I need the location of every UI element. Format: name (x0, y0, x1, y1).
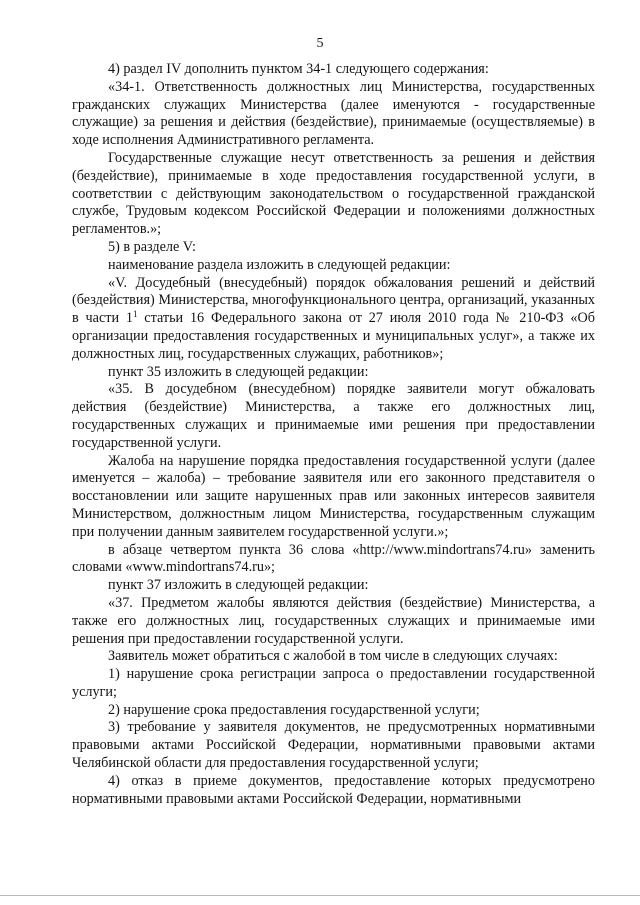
paragraph-section-v-title (72, 275, 595, 364)
list-item-2: 2) нарушение срока предоставления государственной услуги; (108, 701, 480, 718)
list-item-4: 4) отказ в приеме документов, предоставление которых предусмотрено нормативными правовыми актами Российской Федерации, нормативными (72, 772, 595, 807)
section-v-title-part-1: «V. Досудебный (внесудебный) порядок обжалования решений и действий (бездействия) Министерства, многофункционального центра, организаций, указанных в части 1 (72, 274, 595, 327)
paragraph-clause-35-intro: пункт 35 изложить в следующей редакции: (108, 363, 369, 380)
paragraph-clause-37: «37. Предметом жалобы являются действия (бездействие) Министерства, а также его должностных лиц, государственных служащих и принимаемые ими решения при предоставлении государственной услуги. (72, 594, 595, 647)
list-item-3: 3) требование у заявителя документов, не предусмотренных нормативными правовыми актами Российской Федерации, нормативными правовыми актами Челябинской области для предоставления государственной услуги; (72, 719, 595, 772)
paragraph-section-title-intro: наименование раздела изложить в следующей редакции: (108, 256, 451, 273)
paragraph-complaint-definition: Жалоба на нарушение порядка предоставления государственной услуги (далее именуется – жалоба) – требование заявителя или его законного представителя о восстановлении или защите нарушенных прав или законных интересов заявителя Министерством, должностным лицом Министерства, государственным служащим при получении данным заявителем государственной услуги.»; (72, 452, 595, 540)
section-v-title-part-2: статьи 16 Федерального закона от 27 июля 2010 года № 210-ФЗ «Об организации предоставления государственных и муниципальных услуг», а также их должностных лиц, государственных служащих, работников»; (72, 310, 595, 362)
superscript-mark: 1 (132, 309, 138, 320)
paragraph-responsibility: Государственные служащие несут ответственность за решения и действия (бездействие), принимаемые в ходе предоставления государственной услуги, в соответствии с действующим законодательством о государственной гражданской службе, Трудовым кодексом Российской Федерации и положениями должностных регламентов.»; (72, 149, 595, 238)
document-body (72, 61, 595, 808)
paragraph-amendment-4: 4) раздел IV дополнить пунктом 34-1 следующего содержания: (108, 61, 489, 77)
paragraph-cases-intro: Заявитель может обратиться с жалобой в том числе в следующих случаях: (108, 648, 558, 665)
paragraph-clause-34-1: «34-1. Ответственность должностных лиц Министерства, государственных гражданских служащих Министерства (далее именуются - государственные служащие) за решения и действия (бездействие), принимаемые (осуществляемые) в ходе исполнения Административного регламента. (72, 78, 595, 149)
paragraph-clause-36-url: в абзаце четвертом пункта 36 слова «http://www.mindortrans74.ru» заменить словами «www.mindortrans74.ru»; (72, 541, 595, 576)
scan-edge-line (0, 895, 640, 896)
page-number: 5 (316, 36, 324, 51)
list-item-1: 1) нарушение срока регистрации запроса о предоставлении государственной услуги; (72, 666, 595, 700)
paragraph-clause-35: «35. В досудебном (внесудебном) порядке заявители могут обжаловать действия (бездействие) Министерства, а также его должностных лиц, государственных служащих и принимаемые ими решения при предоставлении государственной услуги. (72, 381, 595, 451)
paragraph-amendment-5: 5) в разделе V: (108, 238, 196, 255)
paragraph-clause-37-intro: пункт 37 изложить в следующей редакции: (108, 577, 369, 594)
